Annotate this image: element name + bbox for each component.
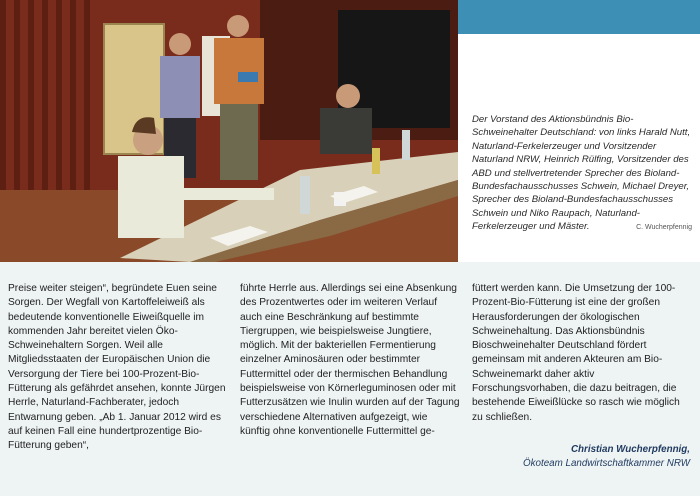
text-column-1 bbox=[8, 282, 226, 454]
author-signature bbox=[472, 443, 690, 471]
author-organization: Ökoteam Landwirtschaftkammer NRW bbox=[523, 458, 690, 469]
column-3-text: füttert werden kann. Die Umsetzung der 100-Prozent-Bio-Fütterung ist eine der großen Herausforderungen der ökologischen Schweinehaltung. Das Aktionsbündnis Bioschweinehalter Deutschland fördert gemeinsam mit anderen Akteuren am Bio-Schweinemarkt daher aktiv Forschungsvorhaben, die dazu beitragen, die bestehende Eiweißlücke so rasch wie möglich zu schließen. bbox=[472, 283, 680, 423]
column-1-text: Preise weiter steigen“, begründete Euen seine Sorgen. Der Wegfall von Kartoffeleiweiß als bedeutende konventionelle Eiweißquelle im kommenden Jahr bereitet vielen Öko-Schweinehaltern Sorgen. Weil alle Mitgliedsstaaten der Europäischen Union die Versorgung der Tiere bei 100-Prozent-Bio-Fütterung als gefährdet ansehen, konnte Jürgen Herrle, Naturland-Fachberater, jedoch Entwarnung geben. „Ab 1. Januar 2012 wird es auf keinen Fall eine hundertprozentige Bio-Fütterung geben“, bbox=[8, 283, 226, 452]
text-column-2 bbox=[240, 282, 460, 439]
photo-illustration bbox=[0, 0, 458, 262]
photo-credit: C. Wucherpfennig bbox=[636, 224, 692, 232]
article-photo bbox=[0, 0, 458, 262]
column-2-text: führte Herrle aus. Allerdings sei eine Absenkung des Prozentwertes oder im weiteren Verlauf auch eine Beschränkung auf bestimmte Tiergruppen, wie beispielsweise Jungtiere, möglich. Mit der bakteriellen Fermentierung einzelner Aminosäuren oder bestimmter Futtermittel oder der thermischen Behandlung beispielsweise von Körnerleguminosen oder mit Futterzusätzen wie Inulin wurden auf der Tagung verschiedene Alternativen aufgezeigt, wie künftig ohne konventionelle Futtermittel ge- bbox=[240, 283, 460, 437]
text-column-3 bbox=[472, 282, 692, 425]
photo-caption-text: Der Vorstand des Aktionsbündnis Bio-Schweinehalter Deutschland: von links Harald Nutt, Naturland-Ferkelerzeuger und Vorsitzender Naturland NRW, Heinrich Rülfing, Vorsitzender des ABD und stellvertretender Sprecher des Bioland-Bundesfachausschusses Schwein, Michael Dreyer, Sprecher des Bioland-Bundesfachausschusses Schwein und Niko Raupach, Naturland-Ferkelerzeuger und Mäster. bbox=[472, 114, 691, 233]
photo-caption bbox=[472, 113, 692, 235]
author-name: Christian Wucherpfennig, bbox=[570, 444, 690, 455]
